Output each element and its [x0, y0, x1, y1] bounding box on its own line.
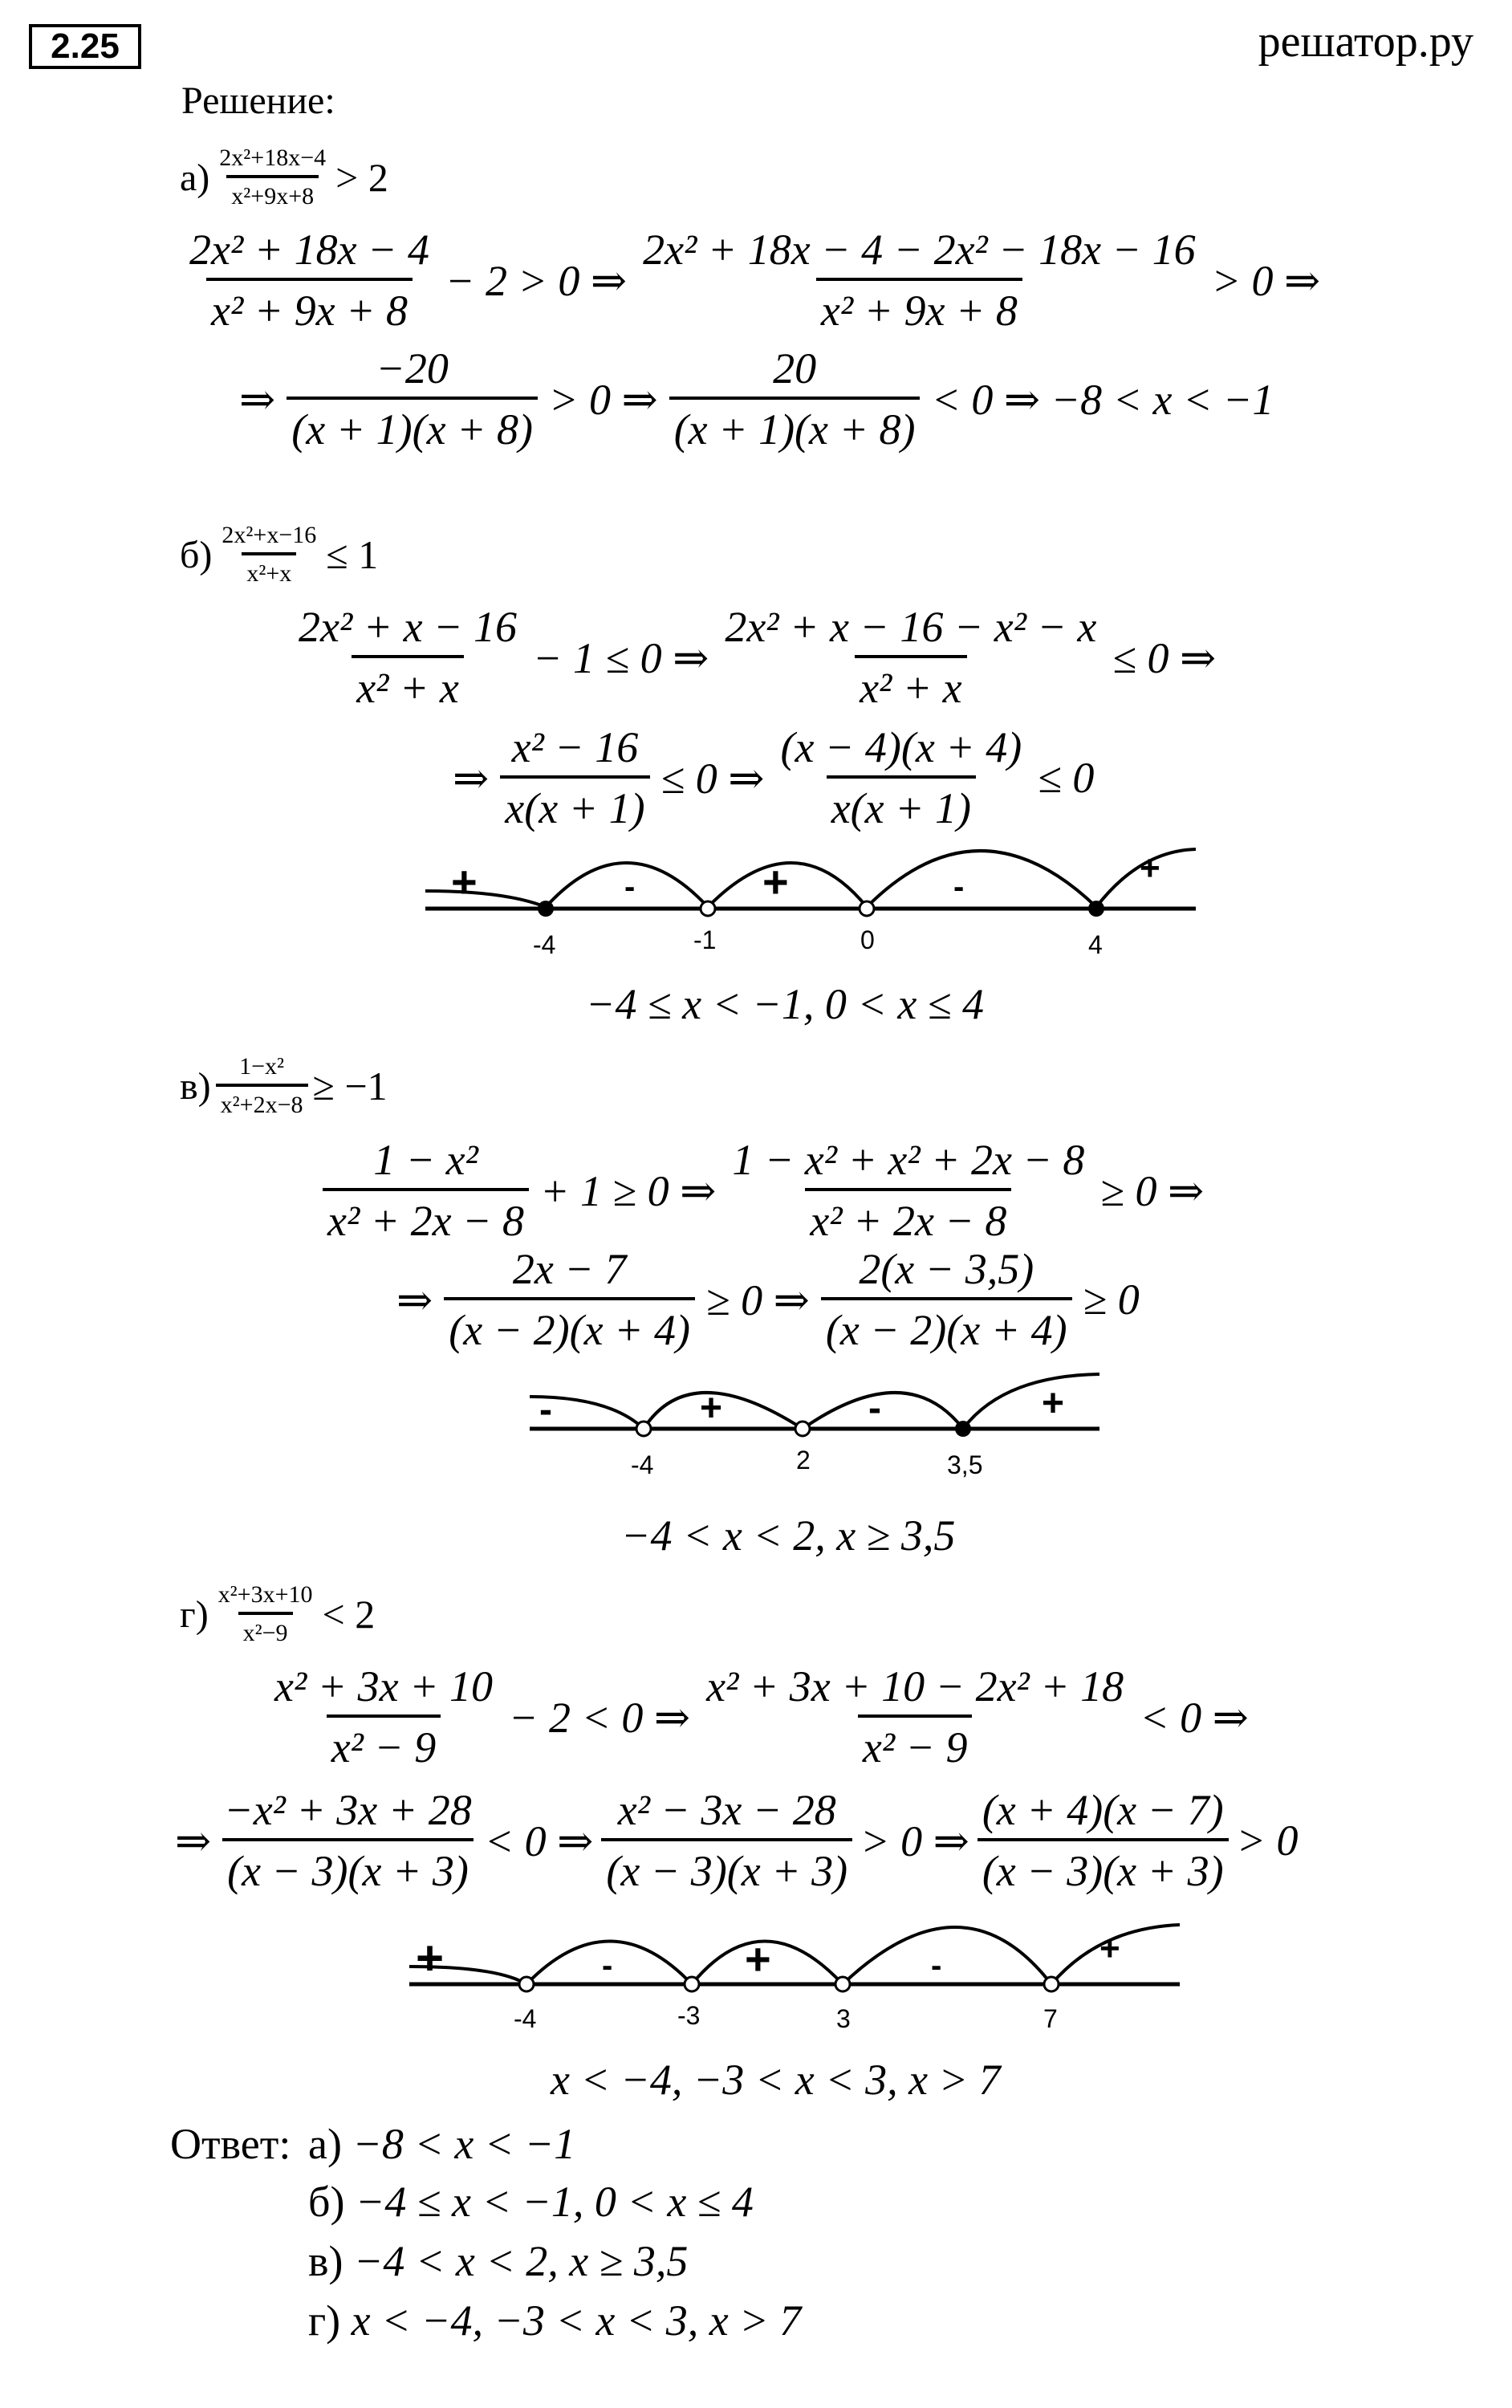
- part-b-cond-fraction: [217, 522, 321, 588]
- open-point: [701, 901, 715, 916]
- part-d-result: x < −4, −3 < x < 3, x > 7: [551, 2056, 1001, 2104]
- answer-item-b: [308, 2177, 754, 2227]
- filled-point: [1088, 901, 1104, 917]
- solution-label: Решение:: [181, 79, 335, 122]
- part-a-l2-end: < 0 ⇒ −8 < x < −1: [931, 375, 1274, 424]
- part-c-cond-rhs: ≥ −1: [312, 1064, 388, 1108]
- part-c-cond-num: 1−x²: [239, 1053, 285, 1080]
- sign-arc: [963, 1374, 1099, 1429]
- part-a-l2-frac-2: [669, 344, 921, 454]
- part-b-result: −4 ≤ x < −1, 0 < x ≤ 4: [586, 980, 984, 1028]
- part-b-l1-end: ≤ 0 ⇒: [1112, 633, 1217, 682]
- part-c-l2-pre: ⇒: [396, 1275, 433, 1324]
- sign-label: -: [931, 1948, 942, 1983]
- part-d-l2-frac-1: [219, 1785, 476, 1896]
- answer-item-c: [308, 2236, 688, 2286]
- answer-item-a: [308, 2119, 575, 2169]
- part-d-l1-mid: − 2 < 0 ⇒: [509, 1693, 691, 1742]
- part-a-l1-f2-den: x² + 9x + 8: [816, 278, 1022, 336]
- part-b-l2-f1-den: x(x + 1): [500, 775, 649, 833]
- answer-item-label: г): [308, 2296, 341, 2345]
- problem-number: [29, 24, 141, 69]
- part-b-l1-mid: − 1 ≤ 0 ⇒: [533, 633, 709, 682]
- part-b-l1-f1-num: 2x² + x − 16: [299, 603, 518, 651]
- open-point: [636, 1422, 651, 1436]
- part-c-l2-f2-num: 2(x − 3,5): [859, 1245, 1034, 1293]
- part-a-l2-pre: ⇒: [239, 375, 276, 424]
- part-b-l2-f1-num: x² − 16: [511, 723, 639, 771]
- part-b-l2-f2-den: x(x + 1): [827, 775, 976, 833]
- part-b-line-2: [446, 722, 1100, 833]
- answer-item-text: −8 < x < −1: [352, 2120, 576, 2168]
- part-d-cond-num: x²+3x+10: [217, 1581, 313, 1608]
- part-d-condition: [180, 1581, 375, 1647]
- sign-label: -: [602, 1948, 613, 1983]
- part-d-cond-fraction: [213, 1581, 318, 1647]
- part-a-l1-frac-2: [638, 225, 1200, 336]
- sign-label: +: [700, 1387, 723, 1430]
- part-d-l1-end: < 0 ⇒: [1140, 1693, 1249, 1742]
- part-c-result: −4 < x < 2, x ≥ 3,5: [621, 1511, 956, 1560]
- part-b-label: б): [180, 533, 213, 576]
- part-b-line-1: [289, 602, 1222, 713]
- site-name: решатор.ру: [1258, 17, 1473, 67]
- answer-item-label: б): [308, 2178, 345, 2226]
- open-point: [795, 1422, 810, 1436]
- part-a-cond-den: x²+9x+8: [226, 175, 319, 210]
- part-b-l1-frac-1: [294, 602, 522, 713]
- sign-label: +: [1042, 1382, 1065, 1425]
- answer-label: Ответ:: [170, 2120, 291, 2168]
- part-d-l2-f2-num: x² − 3x − 28: [617, 1786, 836, 1834]
- sign-arc: [425, 891, 546, 907]
- part-c-line-1: [318, 1135, 1210, 1246]
- part-a-line-2: [233, 344, 1280, 454]
- answer-item-d: [308, 2296, 801, 2345]
- part-b-l2-f2-num: (x − 4)(x + 4): [780, 723, 1022, 771]
- part-a-l1-f1-den: x² + 9x + 8: [206, 278, 413, 336]
- sign-label: +: [1140, 848, 1160, 888]
- part-c-l2-mid: ≥ 0 ⇒: [706, 1275, 810, 1324]
- part-c-l1-f1-num: 1 − x²: [373, 1136, 478, 1184]
- part-d-l2-frac-2: [601, 1785, 852, 1896]
- part-b-sign-chart: [417, 835, 1220, 971]
- part-a-l1-end: > 0 ⇒: [1211, 256, 1321, 305]
- answer-item-label: а): [308, 2120, 342, 2168]
- part-c-l1-end: ≥ 0 ⇒: [1100, 1166, 1205, 1215]
- part-a-l2-f2-den: (x + 1)(x + 8): [669, 397, 921, 454]
- sign-arc: [867, 851, 1096, 907]
- part-c-line-2: [390, 1244, 1146, 1355]
- sign-label: -: [539, 1389, 552, 1431]
- part-d-l1-f1-num: x² + 3x + 10: [274, 1662, 494, 1710]
- sign-arc: [803, 1393, 963, 1429]
- part-d-cond-den: x²−9: [238, 1612, 293, 1647]
- part-a-l2-f1-num: −20: [376, 344, 449, 393]
- part-a-l1-f1-num: 2x² + 18x − 4: [189, 226, 430, 274]
- sign-label: +: [451, 856, 478, 907]
- answer-item-text: −4 < x < 2, x ≥ 3,5: [353, 2237, 689, 2285]
- part-d-line-1: [265, 1662, 1255, 1772]
- open-point: [835, 1977, 850, 1991]
- sign-label: -: [624, 869, 636, 905]
- part-c-l2-f1-num: 2x − 7: [512, 1245, 627, 1293]
- tick-label: -1: [693, 925, 717, 954]
- part-d-l1-f2-num: x² + 3x + 10 − 2x² + 18: [706, 1662, 1124, 1710]
- part-d-l2-frac-3: [978, 1785, 1229, 1896]
- part-b-cond-num: 2x²+x−16: [222, 522, 317, 548]
- part-c-cond-den: x²+2x−8: [216, 1084, 308, 1119]
- part-b-cond-rhs: ≤ 1: [326, 532, 379, 577]
- sign-arc: [843, 1927, 1051, 1984]
- answer-item-text: −4 ≤ x < −1, 0 < x ≤ 4: [355, 2178, 754, 2226]
- part-a-label: а): [180, 156, 210, 199]
- filled-point: [955, 1421, 971, 1437]
- part-c-l2-frac-1: [444, 1244, 695, 1355]
- part-b-l1-frac-2: [720, 602, 1101, 713]
- sign-label: +: [745, 1934, 771, 1984]
- part-a-l2-mid: > 0 ⇒: [549, 375, 658, 424]
- part-c-sign-chart: [522, 1365, 1132, 1493]
- part-a-l1-mid: − 2 > 0 ⇒: [445, 256, 628, 305]
- part-d-l1-frac-2: [701, 1662, 1128, 1772]
- open-point: [685, 1977, 699, 1991]
- part-c-l1-frac-1: [323, 1135, 529, 1246]
- part-b-l1-f2-num: 2x² + x − 16 − x² − x: [725, 603, 1097, 651]
- part-a-cond-fraction: [214, 144, 331, 210]
- part-d-l2-f1-den: (x − 3)(x + 3): [222, 1838, 474, 1896]
- part-b-l2-mid: ≤ 0 ⇒: [660, 754, 765, 803]
- part-a-line-1: [180, 225, 1327, 336]
- part-c-condition: [180, 1053, 388, 1119]
- part-d-label: г): [180, 1592, 209, 1636]
- part-d-l1-frac-1: [270, 1662, 498, 1772]
- part-c-l2-f1-den: (x − 2)(x + 4): [444, 1297, 695, 1355]
- tick-label: -4: [631, 1450, 654, 1479]
- tick-label: 4: [1088, 930, 1103, 959]
- open-point: [519, 1977, 534, 1991]
- part-b-l1-f2-den: x² + x: [855, 655, 967, 713]
- part-c-l2-end: ≥ 0: [1083, 1275, 1140, 1324]
- tick-label: -4: [533, 930, 556, 959]
- part-a-l1-frac-1: [185, 225, 434, 336]
- part-a-l1-f2-num: 2x² + 18x − 4 − 2x² − 18x − 16: [643, 226, 1196, 274]
- open-point: [860, 901, 874, 916]
- part-c-label: в): [180, 1064, 211, 1108]
- part-c-l1-f1-den: x² + 2x − 8: [323, 1188, 529, 1246]
- part-b-l2-frac-1: [500, 722, 649, 833]
- part-b-condition: [180, 522, 378, 588]
- open-point: [1044, 1977, 1059, 1991]
- part-b-cond-den: x²+x: [242, 552, 296, 588]
- part-d-l2-end: > 0: [1236, 1816, 1299, 1865]
- part-b-l1-f1-den: x² + x: [352, 655, 464, 713]
- answer-item-text: x < −4, −3 < x < 3, x > 7: [351, 2296, 802, 2345]
- tick-label: 0: [860, 925, 875, 954]
- answer-item-label: в): [308, 2237, 343, 2285]
- part-c-l2-frac-2: [821, 1244, 1072, 1355]
- part-c-cond-fraction: [216, 1053, 308, 1119]
- part-c-l2-f2-den: (x − 2)(x + 4): [821, 1297, 1072, 1355]
- sign-label: +: [416, 1931, 445, 1985]
- part-a-condition: [180, 144, 388, 210]
- part-a-l2-f1-den: (x + 1)(x + 8): [287, 397, 538, 454]
- part-d-l2-f3-num: (x + 4)(x − 7): [982, 1786, 1224, 1834]
- part-d-l2-pre: ⇒: [175, 1816, 212, 1865]
- tick-label: -3: [677, 2001, 701, 2030]
- part-d-l2-mid: < 0 ⇒: [484, 1816, 594, 1865]
- part-d-l2-f2-den: (x − 3)(x + 3): [601, 1838, 852, 1896]
- tick-label: 2: [796, 1446, 811, 1474]
- tick-label: 3,5: [947, 1450, 983, 1479]
- part-a-l2-f2-num: 20: [773, 344, 817, 393]
- sign-label: -: [953, 869, 965, 905]
- part-d-sign-chart: [401, 1910, 1204, 2047]
- filled-point: [538, 901, 554, 917]
- part-c-l1-mid: + 1 ≥ 0 ⇒: [540, 1166, 717, 1215]
- sign-label: +: [762, 856, 789, 907]
- tick-label: 7: [1043, 2004, 1058, 2033]
- part-d-line-2: [175, 1785, 1299, 1896]
- part-a-l2-frac-1: [287, 344, 538, 454]
- part-d-l1-f2-den: x² − 9: [858, 1714, 973, 1772]
- part-d-l1-f1-den: x² − 9: [327, 1714, 441, 1772]
- part-c-l1-f2-den: x² + 2x − 8: [805, 1188, 1011, 1246]
- part-d-l2-mid2: > 0 ⇒: [860, 1816, 969, 1865]
- part-d-l2-f3-den: (x − 3)(x + 3): [978, 1838, 1229, 1896]
- part-d-cond-rhs: < 2: [322, 1592, 376, 1637]
- sign-label: +: [1099, 1929, 1120, 1968]
- part-a-cond-rhs: > 2: [335, 155, 388, 200]
- tick-label: -4: [514, 2004, 537, 2033]
- part-d-l2-f1-num: −x² + 3x + 28: [224, 1786, 472, 1834]
- part-c-l1-frac-2: [727, 1135, 1089, 1246]
- part-b-l2-end: ≤ 0: [1038, 754, 1095, 802]
- part-c-l1-f2-num: 1 − x² + x² + 2x − 8: [732, 1136, 1085, 1184]
- part-b-l2-pre: ⇒: [453, 754, 490, 803]
- sign-label: -: [868, 1387, 881, 1430]
- part-a-cond-num: 2x²+18x−4: [219, 144, 327, 171]
- problem-number-text: 2.25: [51, 26, 120, 66]
- tick-label: 3: [836, 2004, 851, 2033]
- sign-arc: [644, 1393, 803, 1429]
- part-b-l2-frac-2: [775, 722, 1026, 833]
